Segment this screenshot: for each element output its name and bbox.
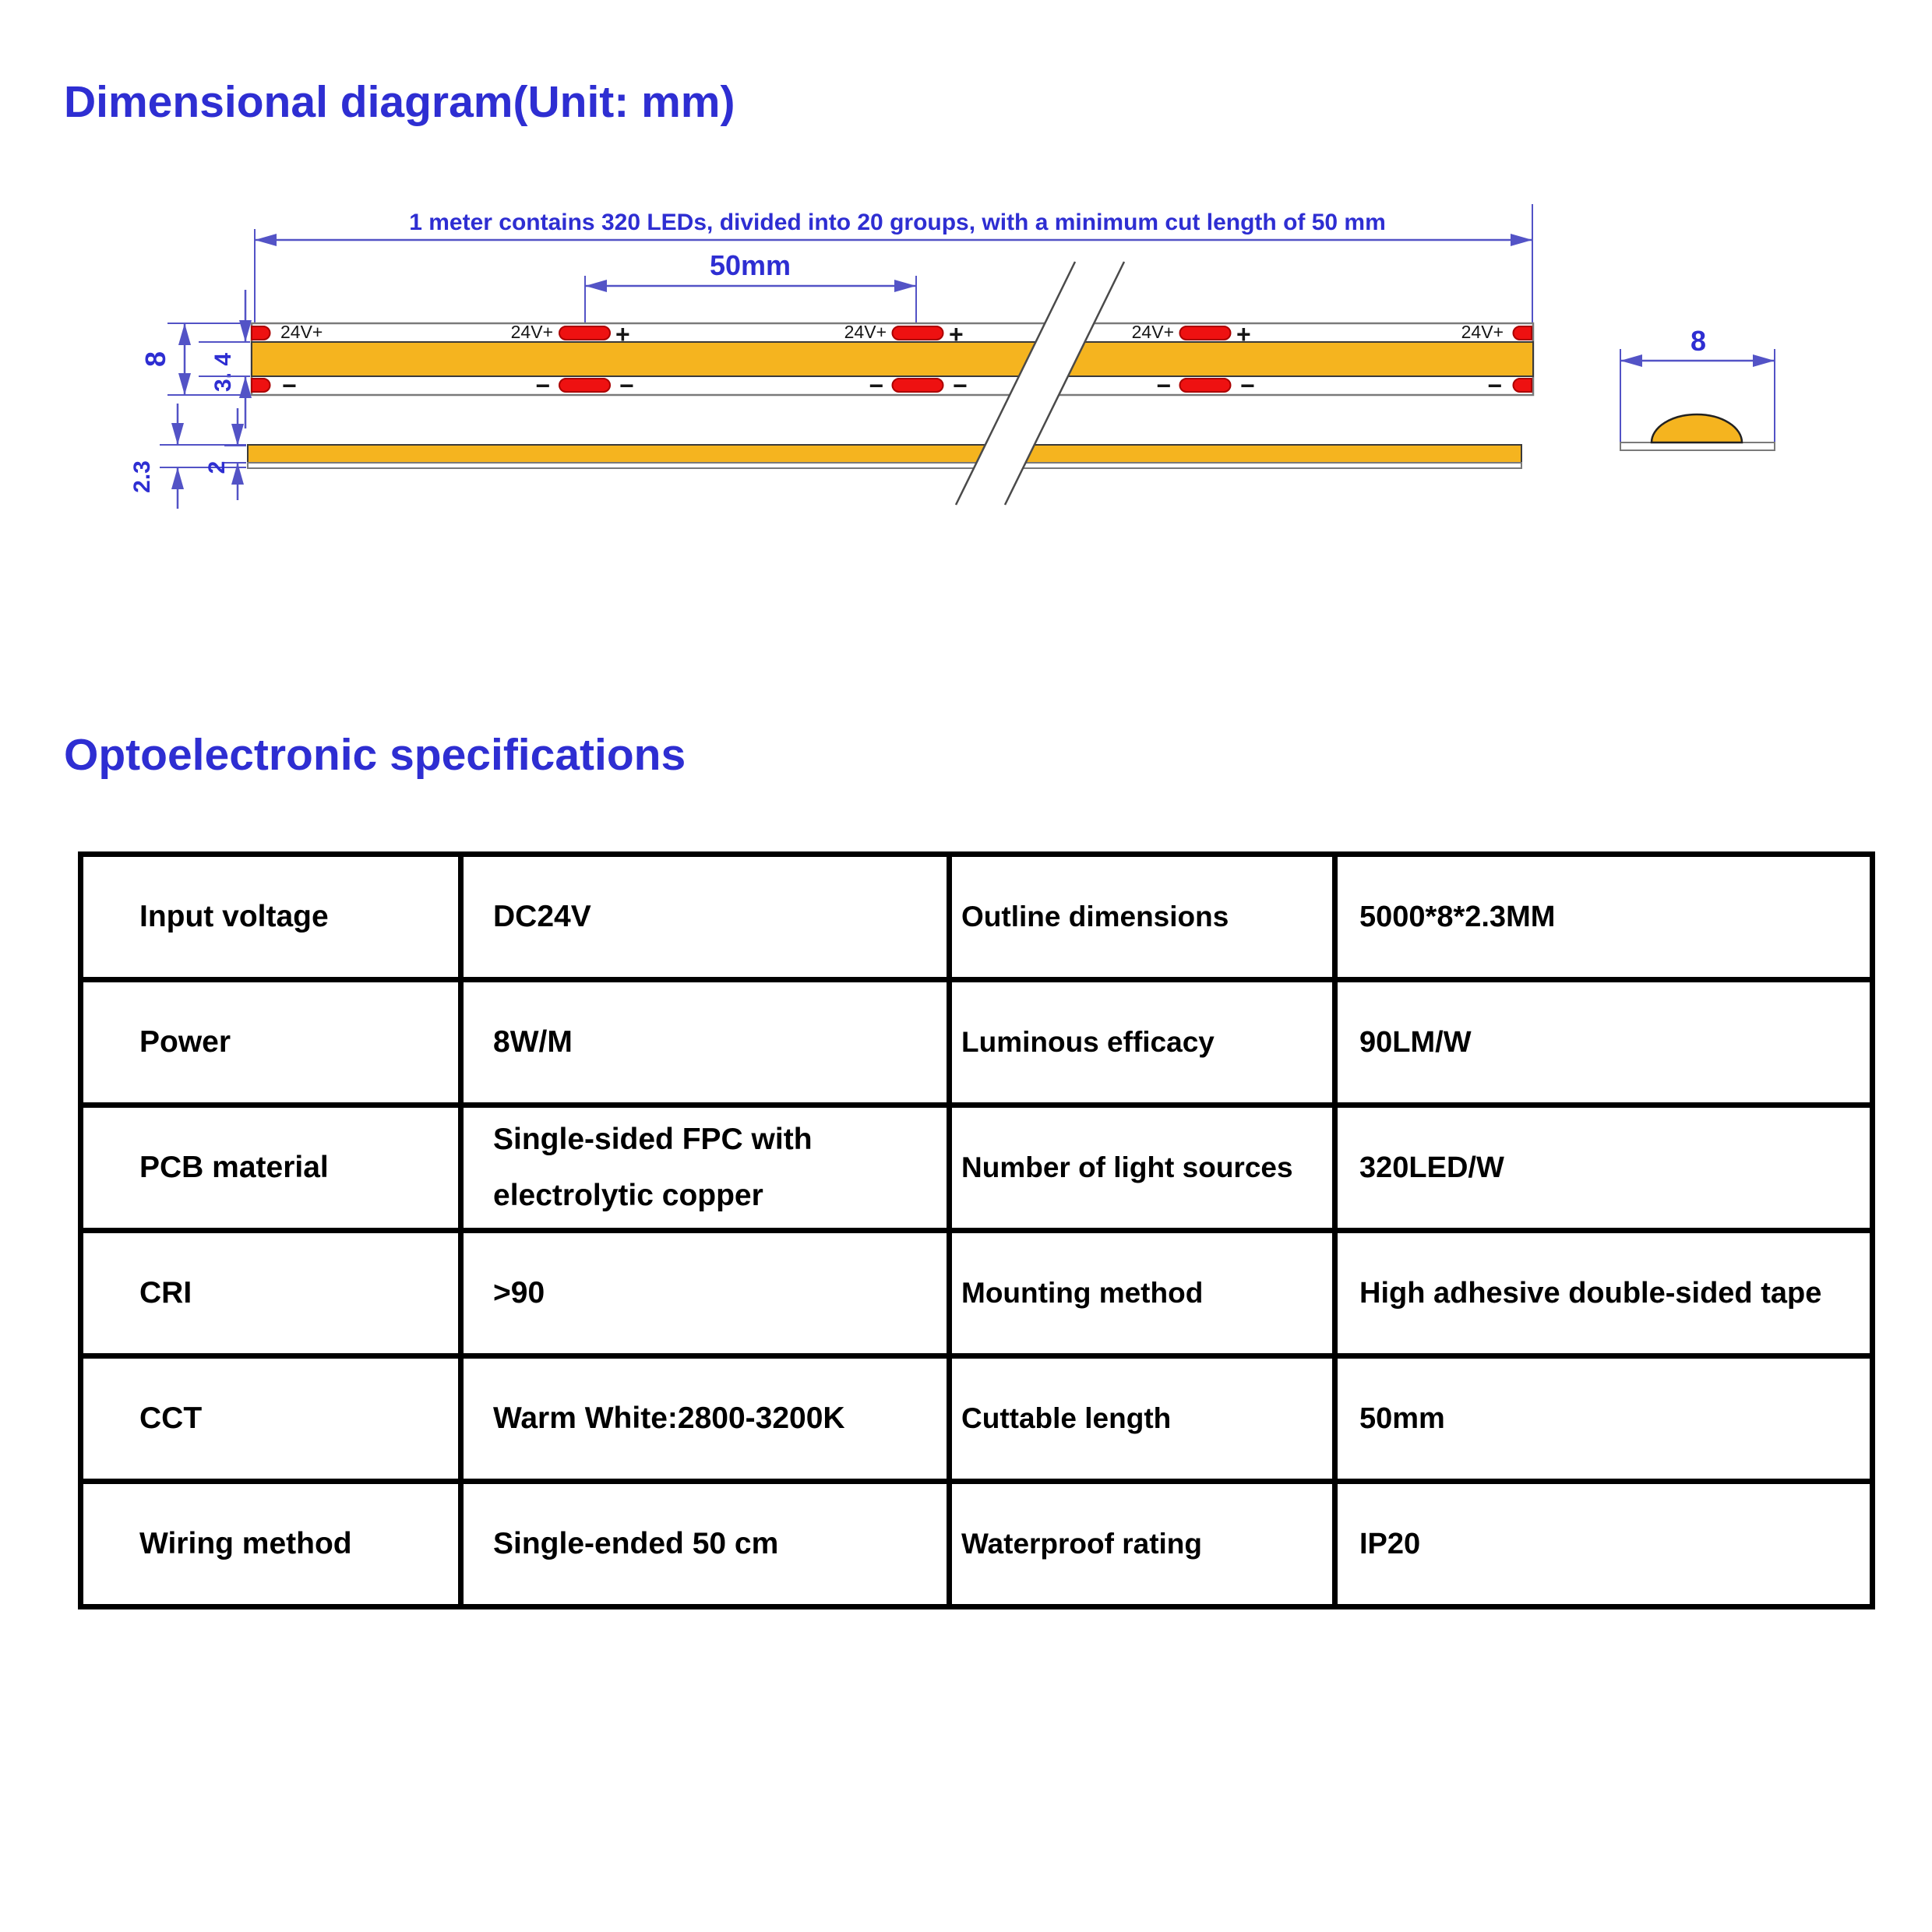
pad-minus-sign: − [869, 372, 883, 400]
total-thickness-dimension [129, 404, 246, 509]
spec-value: High adhesive double-sided tape [1335, 1231, 1873, 1356]
solder-pad [252, 326, 270, 340]
spec-label: PCB material [81, 1105, 461, 1231]
spec-value: 320LED/W [1335, 1105, 1873, 1231]
spec-value: Single-ended 50 cm [461, 1482, 950, 1607]
cob-phosphor-band [252, 342, 1533, 376]
strip-top-view [252, 320, 1533, 400]
strip-width-label: 8 [139, 351, 171, 368]
pad-plus-sign: + [949, 320, 964, 348]
pcb-thickness-label: 2 [204, 460, 230, 474]
solder-pad [559, 326, 610, 340]
spec-label: Luminous efficacy [950, 980, 1335, 1105]
total-thickness-label: 2.3 [129, 460, 155, 493]
spec-value: 8W/M [461, 980, 950, 1105]
section-phosphor-dome [1652, 414, 1742, 442]
spec-label: Power [81, 980, 461, 1105]
solder-pad [559, 379, 610, 392]
pad-minus-sign: − [282, 372, 297, 400]
pad-minus-sign: − [1156, 372, 1171, 400]
spec-label: Cuttable length [950, 1356, 1335, 1482]
pad-plus-sign: + [1236, 320, 1251, 348]
solder-pad [1180, 379, 1231, 392]
spec-label: Mounting method [950, 1231, 1335, 1356]
pad-minus-sign: − [1240, 372, 1255, 400]
adhesive-tape-layer [248, 463, 1521, 468]
solder-pad [1180, 326, 1231, 340]
spec-label: Outline dimensions [950, 855, 1335, 980]
spec-value: DC24V [461, 855, 950, 980]
specs-table [78, 851, 1875, 1609]
spec-label: Waterproof rating [950, 1482, 1335, 1607]
solder-pad [1514, 326, 1532, 340]
diagram-annotation: 1 meter contains 320 LEDs, divided into 20 groups, with a minimum cut length of 50 mm [409, 210, 1386, 235]
pad-minus-sign: − [1487, 372, 1502, 400]
section-base-plate [1620, 442, 1775, 450]
table-row [81, 980, 1873, 1105]
spec-label: CRI [81, 1231, 461, 1356]
pad-voltage-label: 24V+ [1461, 322, 1504, 342]
pad-voltage-label: 24V+ [844, 322, 887, 342]
table-row [81, 1482, 1873, 1607]
band-width-dimension [199, 290, 252, 428]
table-row [81, 1105, 1873, 1231]
solder-pad [893, 326, 943, 340]
spec-value: IP20 [1335, 1482, 1873, 1607]
spec-value: 50mm [1335, 1356, 1873, 1482]
spec-label: CCT [81, 1356, 461, 1482]
cut-length-dimension [585, 249, 916, 326]
spec-value: 90LM/W [1335, 980, 1873, 1105]
dimensional-diagram [0, 0, 1932, 545]
page-title-dimensional-diagram: Dimensional diagram(Unit: mm) [64, 77, 735, 127]
cross-section-view [1620, 325, 1775, 450]
table-row [81, 1356, 1873, 1482]
solder-pad [893, 379, 943, 392]
pad-plus-sign: + [615, 320, 630, 348]
spec-value: 5000*8*2.3MM [1335, 855, 1873, 980]
page-title-optoelectronic-specifications: Optoelectronic specifications [64, 730, 686, 780]
pcb-thickness-dimension [204, 408, 246, 500]
spec-value: >90 [461, 1231, 950, 1356]
cut-length-label: 50mm [709, 249, 791, 281]
table-row [81, 1231, 1873, 1356]
band-width-label: 3. 4 [210, 352, 236, 393]
pad-voltage-label: 24V+ [510, 322, 553, 342]
spec-value: Single-sided FPC with electrolytic copper [461, 1105, 950, 1231]
solder-pad [1514, 379, 1532, 392]
pad-minus-sign: − [953, 372, 968, 400]
table-row [81, 855, 1873, 980]
solder-pad [252, 379, 270, 392]
spec-label: Number of light sources [950, 1105, 1335, 1231]
pad-voltage-label: 24V+ [280, 322, 323, 342]
spec-value: Warm White:2800-3200K [461, 1356, 950, 1482]
pad-minus-sign: − [619, 372, 634, 400]
pad-minus-sign: − [535, 372, 550, 400]
strip-side-view [248, 445, 1521, 468]
spec-label: Wiring method [81, 1482, 461, 1607]
section-width-label: 8 [1690, 325, 1707, 357]
spec-label: Input voltage [81, 855, 461, 980]
pad-voltage-label: 24V+ [1131, 322, 1174, 342]
